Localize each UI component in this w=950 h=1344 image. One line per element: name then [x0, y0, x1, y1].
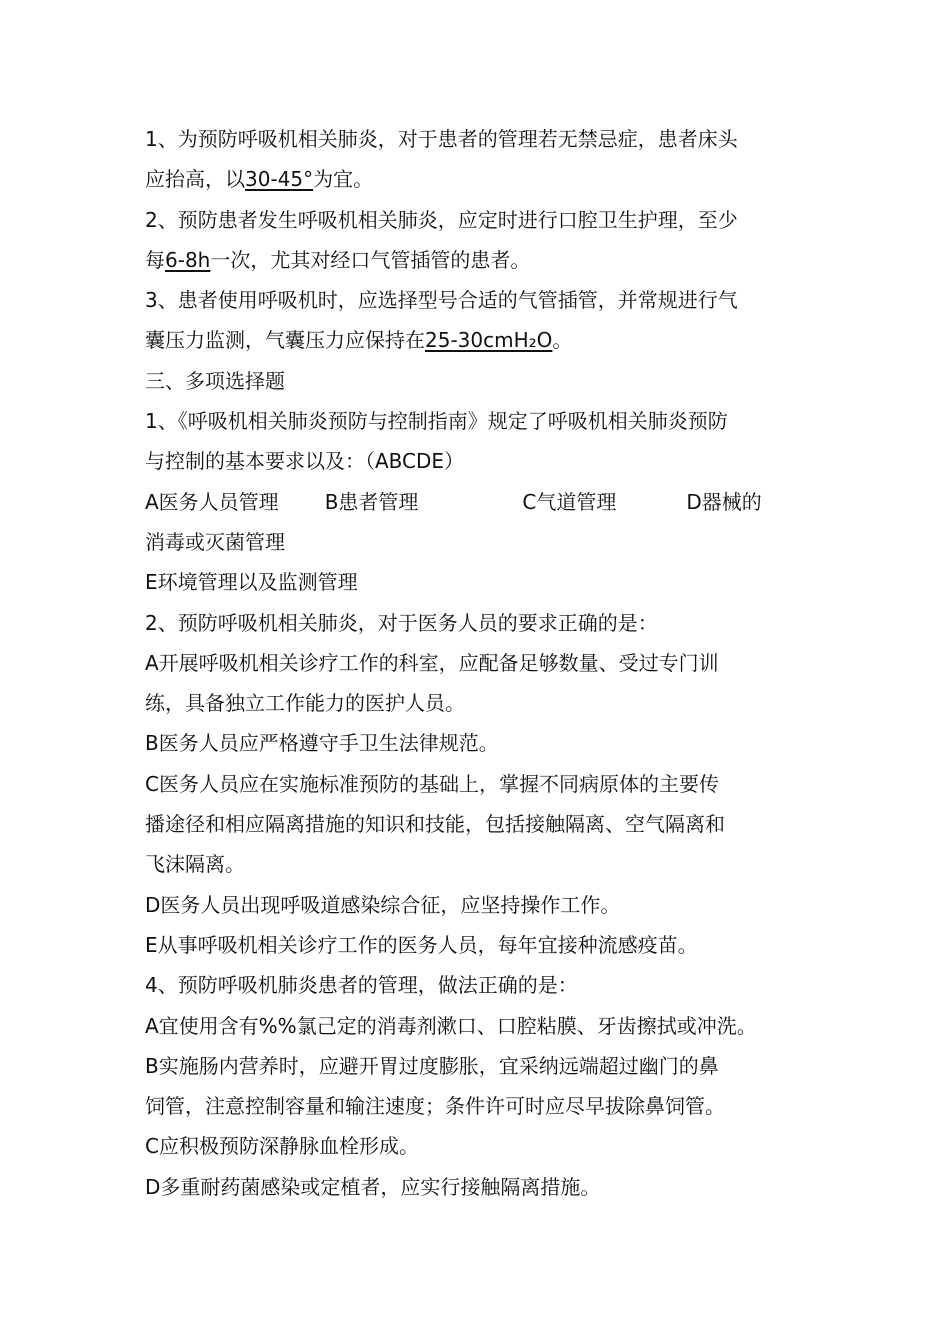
- mc-q1-options-line: [145, 482, 810, 522]
- mc-q4-option-c: C应积极预防深静脉血栓形成。: [145, 1134, 419, 1159]
- mc-q4-option-b-cont: 饲管，注意控制容量和输注速度；条件许可时应尽早拔除鼻饲管。: [145, 1094, 725, 1119]
- mc-q4-stem-line: [145, 965, 810, 1005]
- mc-q2-option-e-line: [145, 925, 810, 965]
- mc-q2-option-b: B医务人员应严格遵守手卫生法律规范。: [145, 731, 499, 756]
- mc-q1-stem: 规定了呼吸机相关肺炎预防: [487, 409, 728, 434]
- mc-q1-option-e: E环境管理以及监测管理: [145, 570, 358, 595]
- section-title: [145, 361, 810, 401]
- fill-blank-q3-cont-post: 。: [552, 328, 573, 353]
- mc-q4-option-b-line1: [145, 1046, 810, 1086]
- mc-q4-option-d: D多重耐药菌感染或定植者，应实行接触隔离措施。: [145, 1174, 601, 1199]
- section-title-text: 三、多项选择题: [145, 368, 285, 393]
- mc-q2-option-c-cont: 播途径和相应隔离措施的知识和技能，包括接触隔离、空气隔离和: [145, 812, 725, 837]
- mc-q4-option-b: B实施肠内营养时，应避开胃过度膨胀，宜采纳远端超过幽门的鼻: [145, 1053, 719, 1078]
- mc-q1-guideline-title: 《呼吸机相关肺炎预防与控制指南》: [177, 409, 488, 434]
- fill-blank-q2-text: 2、预防患者发生呼吸机相关肺炎，应定时进行口腔卫生护理，至少: [145, 207, 738, 232]
- mc-q2-option-d-line: [145, 885, 810, 925]
- mc-q1-option-d-cont: 消毒或灭菌管理: [145, 529, 285, 554]
- fill-blank-q3-line1: [145, 280, 810, 320]
- mc-q1-option-e-line: [145, 562, 810, 602]
- mc-q2-option-c: C医务人员应在实施标准预防的基础上，掌握不同病原体的主要传: [145, 771, 719, 796]
- fill-blank-q2-answer: 6-8h: [165, 247, 211, 272]
- fill-blank-q1-cont-post: 为宜。: [313, 167, 374, 192]
- mc-q1-option-a: A医务人员管理: [145, 489, 279, 514]
- mc-q1-option-c: C气道管理: [522, 489, 617, 514]
- mc-q2-option-c-line1: [145, 764, 810, 804]
- mc-q4-stem: 4、预防呼吸机肺炎患者的管理，做法正确的是：: [145, 973, 578, 998]
- mc-q2-option-a-line1: [145, 643, 810, 683]
- fill-blank-q3-line2: [145, 320, 810, 360]
- fill-blank-q3-text: 3、患者使用呼吸机时，应选择型号合适的气管插管，并常规进行气: [145, 288, 738, 313]
- fill-blank-q3-cont-pre: 囊压力监测，气囊压力应保持在: [145, 328, 425, 353]
- mc-q1-option-d-cont-line: [145, 522, 810, 562]
- mc-q2-option-a-cont: 练，具备独立工作能力的医护人员。: [145, 691, 465, 716]
- mc-q1-option-d: D器械的: [686, 489, 762, 514]
- mc-q4-option-a: A宜使用含有%%氯己定的消毒剂漱口、口腔粘膜、牙齿擦拭或冲洗。: [145, 1013, 757, 1038]
- fill-blank-q1-answer: 30-45°: [245, 167, 314, 192]
- mc-q4-option-c-line: [145, 1126, 810, 1166]
- mc-q2-option-c-line3: [145, 844, 810, 884]
- fill-blank-q1-cont-pre: 应抬高，以: [145, 167, 245, 192]
- mc-q1-stem-cont: 与控制的基本要求以及：（ABCDE）: [145, 449, 465, 474]
- mc-q4-option-b-line2: [145, 1086, 810, 1126]
- mc-q1-number: 1、: [145, 409, 178, 434]
- mc-q2-option-e: E从事呼吸机相关诊疗工作的医务人员，每年宜接种流感疫苗。: [145, 932, 698, 957]
- mc-q2-option-b-line: [145, 723, 810, 763]
- fill-blank-q1-text: 1、为预防呼吸机相关肺炎，对于患者的管理若无禁忌症，患者床头: [145, 127, 738, 151]
- mc-q2-stem: 2、预防呼吸机相关肺炎，对于医务人员的要求正确的是：: [145, 610, 658, 635]
- fill-blank-q2-line2: [145, 240, 810, 280]
- mc-q4-option-a-line: [145, 1006, 810, 1046]
- mc-q2-option-d: D医务人员出现呼吸道感染综合征，应坚持操作工作。: [145, 892, 621, 917]
- fill-blank-q2-line1: [145, 200, 810, 240]
- mc-q2-option-a: A开展呼吸机相关诊疗工作的科室，应配备足够数量、受过专门训: [145, 650, 719, 675]
- fill-blank-q3-answer: 25-30cmH₂O: [425, 328, 553, 353]
- fill-blank-q2-cont-pre: 每: [145, 247, 165, 272]
- mc-q2-option-c-cont2: 飞沫隔离。: [145, 852, 245, 877]
- mc-q4-option-d-line: [145, 1167, 810, 1207]
- fill-blank-q2-cont-post: 一次，尤其对经口气管插管的患者。: [210, 247, 531, 272]
- mc-q1-option-b: B患者管理: [324, 489, 419, 514]
- mc-q2-option-a-line2: [145, 683, 810, 723]
- fill-blank-q1-line1: [145, 119, 810, 159]
- fill-blank-q1-line2: [145, 159, 810, 199]
- mc-q2-stem-line: [145, 603, 810, 643]
- mc-q1-line2: [145, 441, 810, 481]
- mc-q2-option-c-line2: [145, 804, 810, 844]
- mc-q1-line1: [145, 401, 810, 441]
